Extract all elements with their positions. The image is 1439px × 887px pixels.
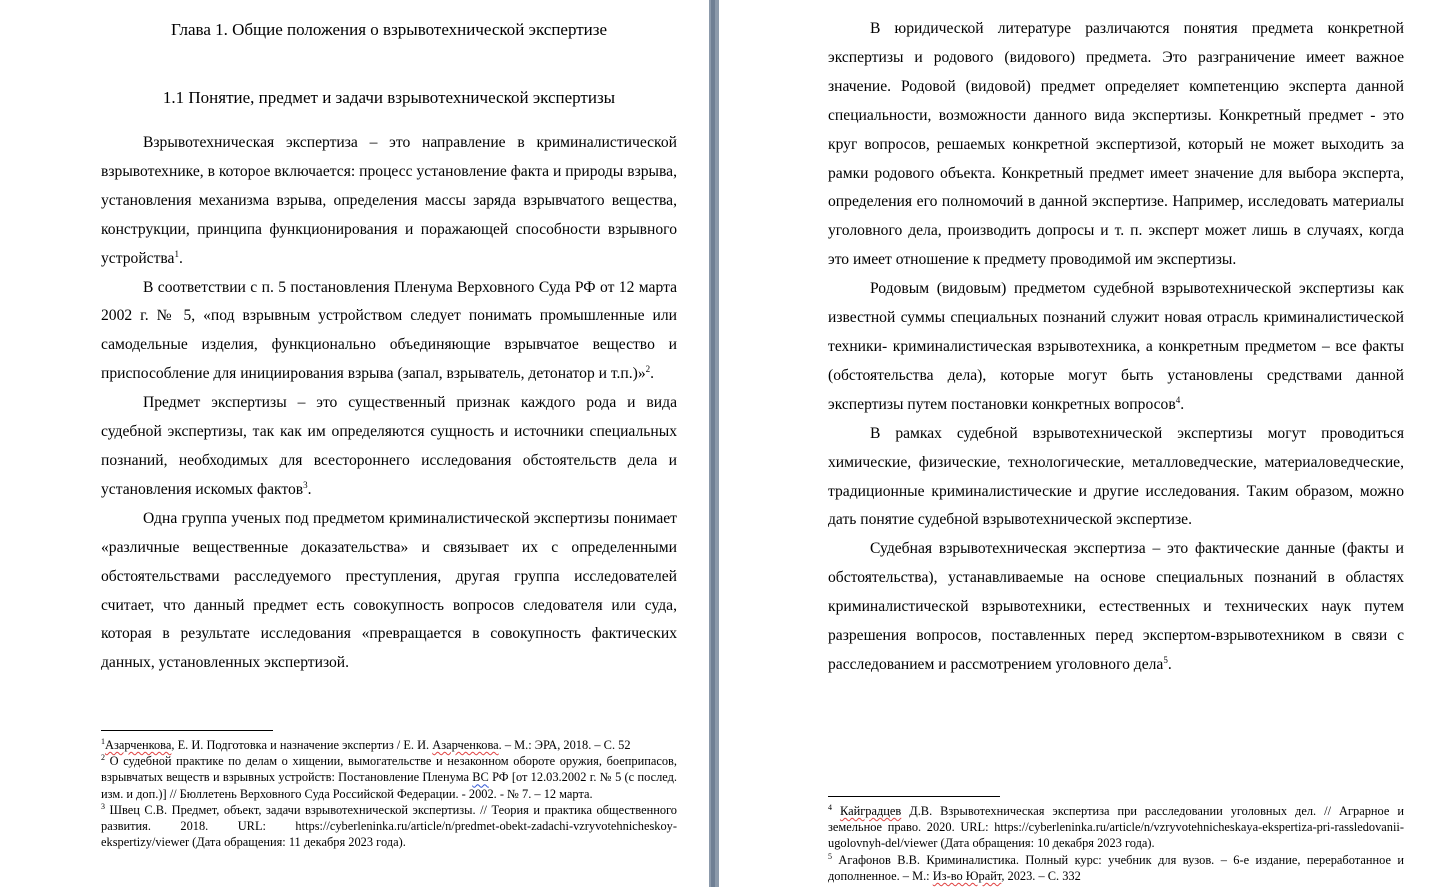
document-page-right[interactable] [719, 0, 1439, 887]
footnote-separator [101, 730, 273, 731]
paragraph: В соответствии с п. 5 постановления Пленума Верховного Суда РФ от 12 марта 2002 г. № 5, «под взрывным устройством следует понимать промышленные или самодельные изделия, функционально объединяющие взрывчатое вещество и приспособление для инициирования взрыва (запал, взрыватель, детонатор и т.п.)»$^2$. [101, 278, 677, 383]
paragraph: Родовым (видовым) предметом судебной взрывотехнической экспертизы как известной суммы специальных познаний служит новая отрасль криминалистической техники- криминалистическая взрывотехника, а конкретным предметом – все факты (обстоятельства дела), которые могут быть установлены средствами данной экспертизы путем постановки конкретных вопросов$^4$. [828, 280, 1404, 413]
footnote-ref[interactable]: 2 [645, 364, 651, 375]
paragraph: Взрывотехническая экспертиза – это направление в криминалистической взрывотехнике, в которое включается: процесс установление факта и природы взрыва, установления механизма взрыва, определения массы заряда взрывчатого вещества, конструкции, принципа функционирования и поражающей способности взрывного устройства$^1$. [101, 134, 677, 267]
footnote: $^3$ Швец С.В. Предмет, объект, задачи взрывотехнической экспертизы. // Теория и практика общественного развития. 2018. URL: https://cyberleninka.ru/article/n/predmet-obekt-zadachi-vzryvotehnicheskoy-ekspertizy/viewer (Дата обращения: 11 декабря 2023 года). [101, 801, 677, 850]
footnotes [828, 803, 1404, 884]
footnote: $^4$ Кайградцев Д.В. Взрывотехническая экспертиза при расследовании уголовных дел. // Аграрное и земельное право. 2020. URL: https://cyberleninka.ru/article/n/vzryvotehnicheskaya-ekspertiza-pri-rassledovanii-ugolovnyh-del/viewer (Дата обращения: 10 декабря 2023 года). [828, 803, 1404, 851]
section-title: 1.1 Понятие, предмет и задачи взрывотехнической экспертизы [162, 88, 616, 107]
paragraph: В рамках судебной взрывотехнической экспертизы могут проводиться химические, физические, технологические, металловедческие, материаловедческие, традиционные криминалистические и другие исследования. Таким образом, можно дать понятие судебной взрывотехнической экспертизе. [828, 424, 1404, 529]
paragraph: В юридической литературе различаются понятия предмета конкретной экспертизы и родового (видового) предмета. Это разграничение имеет важное значение. Родовой (видовой) предмет определяет компетенцию эксперта данной специальности, возможности данного вида экспертизы. Конкретный предмет - это круг вопросов, решаемых конкретной экспертизой, который не может выходить за рамки родового объекта. Конкретный предмет имеет значение для выбора эксперта, определения его полномочий в данной экспертизе. Например, исследовать материалы уголовного дела, производить допросы и т. п. эксперт может лишь в случаях, когда это имеет отношение к предмету проводимой им экспертизы. [828, 20, 1404, 269]
footnote-ref[interactable]: 1 [174, 248, 179, 259]
footnote: $^2$ О судебной практике по делам о хищении, вымогательстве и незаконном обороте оружия, боеприпасов, взрывчатых веществ и взрывных устройств: Постановление Пленума ВС РФ [от 12.03.2002 г. № 5 (с послед. изм. и доп.)] // Бюллетень Верховного Суда Российской Федерации. - 2002. - № 7. – 12 марта. [101, 753, 678, 801]
footnote-ref[interactable]: 4 [1175, 394, 1181, 405]
footnote-ref[interactable]: 3 [303, 479, 308, 490]
body-text[interactable] [828, 15, 1404, 680]
footnote-ref[interactable]: 5 [1163, 654, 1168, 665]
chapter-title: Глава 1. Общие положения о взрывотехнической экспертизе [170, 20, 608, 39]
footnotes [101, 737, 677, 850]
page-separator-shadow [711, 0, 715, 887]
paragraph: Предмет экспертизы – это существенный признак каждого рода и вида судебной экспертизы, так как им определяются сущность и источники специальных познаний, необходимых для всестороннего исследования обстоятельств дела и установления искомых фактов$^3$. [101, 394, 677, 498]
footnote-separator [828, 796, 1000, 797]
paragraph: Судебная взрывотехническая экспертиза – это фактические данные (факты и обстоятельства), устанавливаемые на основе специальных познаний в областях криминалистической взрывотехники, естественных и технических наук путем разрешения вопросов, поставленных перед экспертом-взрывотехником в связи с расследованием и рассмотрением уголовного дела$^5$. [828, 540, 1404, 673]
document-page-left[interactable] [0, 0, 709, 887]
paragraph: Одна группа ученых под предметом криминалистической экспертизы понимает «различные вещественные доказательства» и связывает их с определенными обстоятельствами расследуемого преступления, другая группа исследователей считает, что данный предмет есть совокупность вопросов следователя или суда, которая в результате исследования «превращается в совокупность фактических данных, установленных экспертизой. [101, 509, 677, 672]
footnote: $^1$Азарченкова, Е. И. Подготовка и назначение экспертиз / Е. И. Азарченкова. – М.: ЭРА, 2018. – С. 52 [101, 737, 631, 752]
body-text[interactable] [101, 129, 677, 678]
footnote: $^5$ Агафонов В.В. Криминалистика. Полный курс: учебник для вузов. – 6-е издание, переработанное и дополненное. – М.: Из-во Юрайт, 2023. – С. 332 [828, 851, 1404, 883]
